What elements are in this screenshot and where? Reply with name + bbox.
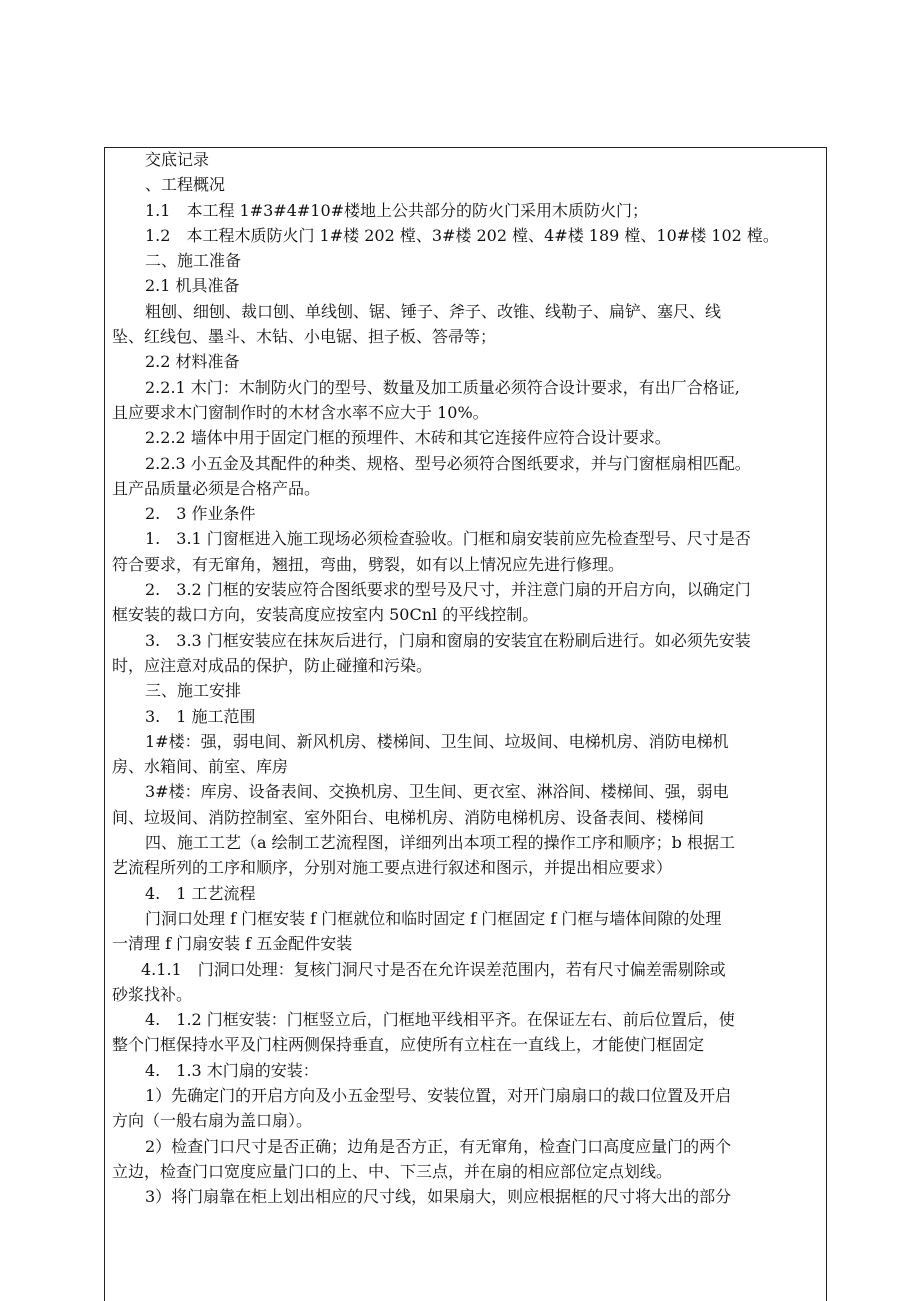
paragraph-line: 且产品质量必须是合格产品。 [112,478,321,498]
paragraph-line: 间、垃圾间、消防控制室、室外阳台、电梯机房、消防电梯机房、设备表间、楼梯间 [112,807,705,827]
paragraph-line: 2.2.3 小五金及其配件的种类、规格、型号必须符合图纸要求，并与门窗框扇相匹配。 [145,453,751,473]
paragraph-line: 且应要求木门窗制作时的木材含水率不应大于 10%。 [112,402,489,422]
paragraph-line: 2.2.1 木门：木制防火门的型号、数量及加工质量必须符合设计要求，有出厂合格证, [145,377,740,397]
paragraph-line: 4. 1.2 门框安装：门框竖立后，门框地平线相平齐。在保证左右、前后位置后，使 [145,1010,735,1030]
subsection-heading: 2.2 材料准备 [145,352,240,372]
paragraph-line: 一清理 f 门扇安装 f 五金配件安装 [112,934,353,954]
paragraph-line: 整个门框保持水平及门柱两侧保持垂直，应使所有立柱在一直线上，才能使门框固定 [112,1035,705,1055]
paragraph-line: 2）检查门口尺寸是否正确；边角是否方正，有无窜角，检查门口高度应量门的两个 [145,1136,732,1156]
paragraph-line: 3）将门扇靠在柜上划出相应的尺寸线，如果扇大，则应根据框的尺寸将大出的部分 [145,1187,732,1207]
subsection-heading: 4. 1 工艺流程 [145,883,256,903]
paragraph-line: 粗刨、细刨、裁口刨、单线刨、锯、锤子、斧子、改锥、线勒子、扁铲、塞尺、线 [145,301,722,321]
section-heading: 、工程概况 [145,175,226,195]
doc-heading: 交底记录 [145,150,210,169]
section-heading: 二、施工准备 [145,251,242,271]
paragraph-line: 1. 3.1 门窗框进入施工现场必须检查验收。门框和扇安装前应先检查型号、尺寸是否 [145,529,751,549]
paragraph-line: 坠、红线包、墨斗、木钻、小电锯、担子板、答帚等； [112,327,497,347]
paragraph-line: 1.2 本工程木质防火门 1#楼 202 樘、3#楼 202 樘、4#楼 189 樘、10#楼 102 樘。 [145,225,779,245]
paragraph-line: 门洞口处理 f 门框安装 f 门框就位和临时固定 f 门框固定 f 门框与墙体间隙的处理 [145,908,722,928]
paragraph-line: 砂浆找补。 [112,984,193,1004]
paragraph-line: 1.1 本工程 1#3#4#10#楼地上公共部分的防火门采用木质防火门； [145,200,649,220]
subsection-heading: 2. 3 作业条件 [145,504,256,524]
paragraph-line: 2.2.2 墙体中用于固定门框的预埋件、木砖和其它连接件应符合设计要求。 [145,428,671,448]
subsection-heading: 2.1 机具准备 [145,276,240,296]
paragraph-line: 时，应注意对成品的保护，防止碰撞和污染。 [112,655,433,675]
section-heading: 三、施工安排 [145,681,242,701]
paragraph-line: 4.1.1 门洞口处理：复核门洞尺寸是否在允许误差范围内，若有尺寸偏差需剔除或 [141,959,726,979]
paragraph-line: 艺流程所列的工序和顺序，分别对施工要点进行叙述和图示，并提出相应要求） [112,858,673,878]
paragraph-line: 方向（一般右扇为盖口扇）。 [112,1111,313,1131]
paragraph-line: 立边，检查门口宽度应量门口的上、中、下三点，并在扇的相应部位定点划线。 [112,1161,673,1181]
paragraph-line: 框安装的裁口方向，安装高度应按室内 50Cnl 的平线控制。 [112,605,539,625]
paragraph-line: 3. 3.3 门框安装应在抹灰后进行，门扇和窗扇的安装宜在粉刷后进行。如必须先安装 [145,630,751,650]
subsection-heading: 4. 1.3 木门扇的安装： [145,1060,319,1080]
paragraph-line: 3#楼：库房、设备表间、交换机房、卫生间、更衣室、淋浴间、楼梯间、强，弱电 [145,782,729,802]
document-body [112,147,824,1209]
paragraph-line: 1#楼：强，弱电间、新风机房、楼梯间、卫生间、垃圾间、电梯机房、消防电梯机 [145,731,729,751]
paragraph-line: 符合要求，有无窜角，翘扭，弯曲，劈裂，如有以上情况应先进行修理。 [112,554,625,574]
paragraph-line: 2. 3.2 门框的安装应符合图纸要求的型号及尺寸，并注意门扇的开启方向，以确定门 [145,580,751,600]
paragraph-line: 1）先确定门的开启方向及小五金型号、安装位置，对开门扇扇口的裁口位置及开启 [145,1085,732,1105]
section-heading: 四、施工工艺（a 绘制工艺流程图，详细列出本项工程的操作工序和顺序；b 根据工 [145,833,735,853]
subsection-heading: 3. 1 施工范围 [145,706,256,726]
paragraph-line: 房、水箱间、前室、库房 [112,757,289,777]
